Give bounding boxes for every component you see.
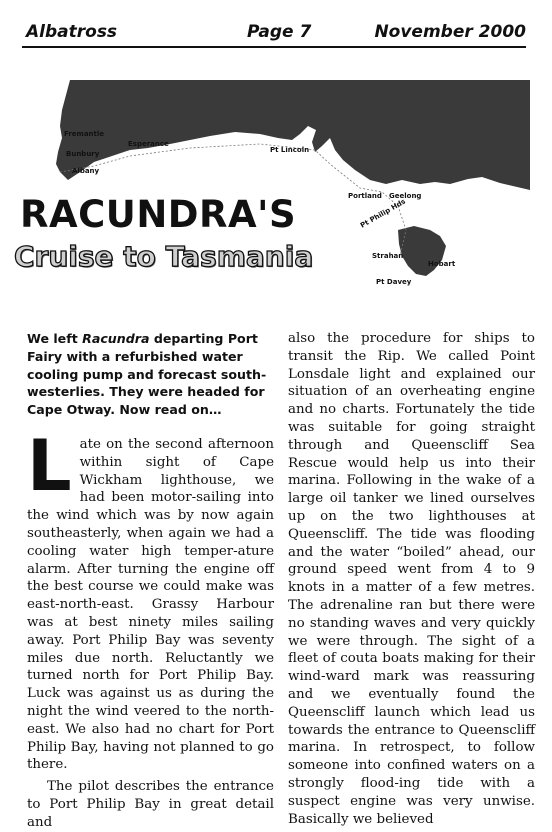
intro-text-start: We left [27,331,83,346]
paragraph-2: The pilot describes the entrance to Port Philip Bay in great detail and [27,779,274,830]
vessel-name: Racundra [82,331,150,346]
label-pt-davey: Pt Davey [376,278,412,286]
label-bunbury: Bunbury [66,150,100,158]
column-left [27,330,274,830]
label-esperance: Esperance [128,140,169,148]
article-subtitle: Cruise to Tasmania [14,240,314,273]
label-portland: Portland [348,192,382,200]
label-geelong: Geelong [389,192,422,200]
intro-text-end: departing Port Fairy with a refurbished water cooling pump and forecast south-westerlies. They were headed for Cape Otway. Now read on… [27,331,267,418]
column-right [288,330,535,827]
article-title: RACUNDRA'S [20,193,297,236]
label-fremantle: Fremantle [64,130,105,138]
page-header [22,16,526,48]
label-hobart: Hobart [428,260,456,268]
paragraph-3: also the procedure for ships to transit the Rip. We called Point Lonsdale light and explained our situation of an overheating engine and no charts. Fortunately the tide was suitable for going straight through and Queenscliff Sea Rescue would help us into their marina. Following in the wake of a large oil tanker we lined ourselves up on the two lighthouses at Queenscliff. The tide was flooding and the water “boiled” ahead, our ground speed went from 4 to 9 knots in a matter of a few metres. The adrenaline ran but there were no standing waves and very quickly we were through. The sight of a fleet of couta boats making for their wind-ward mark was reassuring and we eventually found the Queenscliff launch which lead us towards the entrance to Queenscliff marina. In retrospect, to follow someone into confined waters on a strongly flood-ing tide with a suspect engine was very unwise. Basically we believed [288,331,535,827]
label-albany: Albany [72,167,100,175]
paragraph-1-text: ate on the second afternoon within sight of Cape Wickham lighthouse, we had been motor-sailing into the wind which was by now again southeasterly, when again we had a cooling water high temper-ature alarm. After turning the engine off the best course we could make was east-north-east. Grassy Harbour was at best ninety miles sailing away. Port Philip Bay was seventy miles due north. Reluctantly we turned north for Port Philip Bay. Luck was against us as during the night the wind veered to the north-east. We also had no chart for Port Philip Bay, having not planned to go there. [27,436,274,773]
mainland-coast [30,80,530,190]
label-pt-lincoln: Pt Lincoln [270,146,310,154]
issue-date: November 2000 [374,22,526,42]
label-strahan: Strahan [372,252,404,260]
page-number: Page 7 [247,22,312,42]
article-intro [27,330,274,419]
paragraph-1 [27,424,274,774]
label-pt-philip-hds: Pt Philip Hds [359,197,407,230]
publication-name: Albatross [26,22,118,42]
drop-cap: L [27,424,72,507]
